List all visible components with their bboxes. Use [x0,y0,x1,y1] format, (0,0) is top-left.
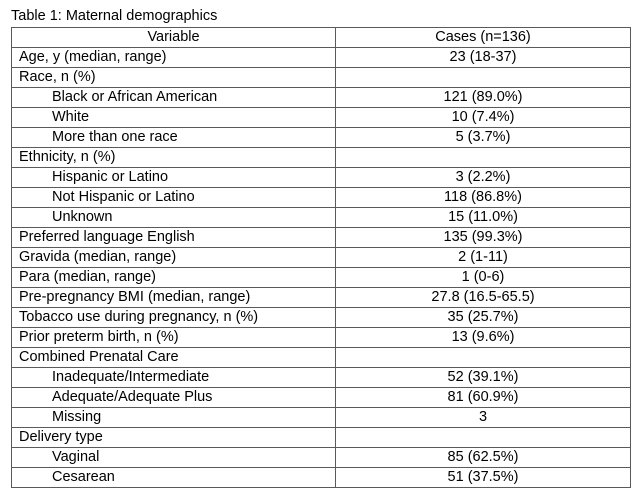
table-row [12,468,631,488]
row-label: Gravida (median, range) [12,248,336,268]
row-label: Pre-pregnancy BMI (median, range) [12,288,336,308]
row-value [336,428,631,448]
header-row [12,28,631,48]
row-value: 23 (18-37) [336,48,631,68]
row-value: 121 (89.0%) [336,88,631,108]
row-value: 135 (99.3%) [336,228,631,248]
table-row [12,388,631,408]
row-label: Ethnicity, n (%) [12,148,336,168]
table-row [12,68,631,88]
row-value: 13 (9.6%) [336,328,631,348]
table-row [12,448,631,468]
row-label: Unknown [12,208,336,228]
row-label: Vaginal [12,448,336,468]
row-value: 3 [336,408,631,428]
table-row [12,108,631,128]
row-label: Adequate/Adequate Plus [12,388,336,408]
table-row [12,208,631,228]
table-row [12,308,631,328]
table-caption: Table 1: Maternal demographics [11,8,218,24]
table-row [12,128,631,148]
row-label: Prior preterm birth, n (%) [12,328,336,348]
row-value: 5 (3.7%) [336,128,631,148]
table-row [12,268,631,288]
row-value: 10 (7.4%) [336,108,631,128]
row-label: Delivery type [12,428,336,448]
row-label: Preferred language English [12,228,336,248]
table-row [12,288,631,308]
table-row [12,248,631,268]
maternal-demographics-table [11,27,631,488]
table-row [12,168,631,188]
table-row [12,48,631,68]
table-row [12,148,631,168]
row-value: 81 (60.9%) [336,388,631,408]
row-value [336,348,631,368]
row-value: 3 (2.2%) [336,168,631,188]
row-label: Cesarean [12,468,336,488]
table-row [12,348,631,368]
row-label: More than one race [12,128,336,148]
table-row [12,408,631,428]
table-row [12,368,631,388]
row-value: 2 (1-11) [336,248,631,268]
row-label: White [12,108,336,128]
row-value: 52 (39.1%) [336,368,631,388]
table-row [12,328,631,348]
row-value: 85 (62.5%) [336,448,631,468]
row-label: Age, y (median, range) [12,48,336,68]
row-value [336,148,631,168]
header-variable: Variable [12,28,336,48]
row-label: Missing [12,408,336,428]
table-row [12,428,631,448]
row-label: Not Hispanic or Latino [12,188,336,208]
row-label: Combined Prenatal Care [12,348,336,368]
row-value [336,68,631,88]
row-value: 27.8 (16.5-65.5) [336,288,631,308]
row-value: 118 (86.8%) [336,188,631,208]
row-label: Hispanic or Latino [12,168,336,188]
row-label: Inadequate/Intermediate [12,368,336,388]
row-value: 1 (0-6) [336,268,631,288]
table-row [12,228,631,248]
table-row [12,188,631,208]
table-body [12,48,631,488]
row-value: 51 (37.5%) [336,468,631,488]
table-row [12,88,631,108]
row-value: 15 (11.0%) [336,208,631,228]
row-label: Black or African American [12,88,336,108]
row-label: Race, n (%) [12,68,336,88]
header-cases: Cases (n=136) [336,28,631,48]
row-label: Tobacco use during pregnancy, n (%) [12,308,336,328]
row-label: Para (median, range) [12,268,336,288]
row-value: 35 (25.7%) [336,308,631,328]
